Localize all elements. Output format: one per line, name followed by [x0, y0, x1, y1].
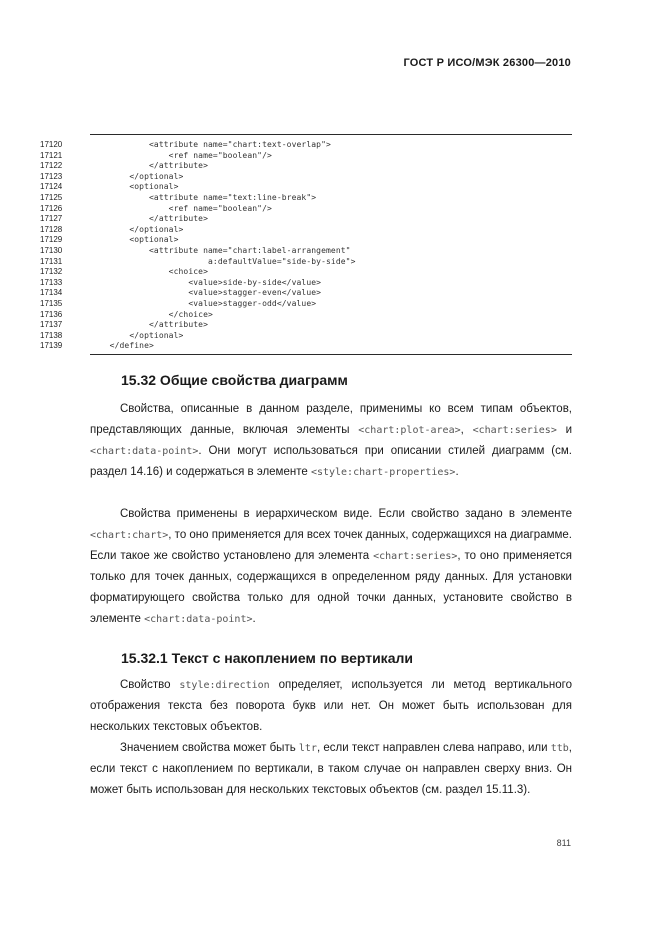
line-number: 17131: [40, 256, 63, 266]
code-text: <ref name="boolean"/>: [90, 203, 272, 213]
code-text: </attribute>: [90, 214, 208, 224]
text: , то оно применяется только для точек данных, содержащихся в определенном ряду данных. Для установки форматирующего свойства только для одной точки данных, установите свойство в элементе: [90, 550, 572, 625]
line-number: 17137: [40, 320, 63, 330]
text: и: [556, 424, 573, 436]
code-line: [40, 214, 572, 225]
code-top-rule: [90, 134, 572, 135]
line-number: 17136: [40, 309, 63, 319]
line-number: 17124: [40, 182, 63, 192]
line-number: 17126: [40, 203, 63, 213]
code-term: <chart:data-point>: [90, 446, 199, 457]
line-number: 17132: [40, 267, 63, 277]
text: , то оно применяется для всех точек данных, содержащихся на диаграмме. Если такое же свойство установлено для элемента: [90, 529, 572, 562]
code-line: [40, 320, 572, 331]
subsection-paragraph-1: [90, 675, 572, 738]
code-text: <attribute name="chart:label-arrangement": [90, 245, 351, 255]
code-text: </attribute>: [90, 161, 208, 171]
code-line: [40, 267, 572, 278]
code-text: </optional>: [90, 171, 184, 181]
code-text: <value>stagger-even</value>: [90, 288, 322, 298]
text: . Они могут использоваться при описании стилей диаграмм (см. раздел 14.16) и содержаться в элементе: [90, 445, 572, 478]
subsection-paragraph-2: [90, 738, 572, 801]
code-line: [40, 299, 572, 310]
code-term: <style:chart-properties>: [310, 467, 456, 478]
code-text: <attribute name="chart:text-overlap">: [90, 140, 331, 149]
code-line: [40, 225, 572, 236]
text: , если текст с накоплением по вертикали, в таком случае он направлен сверху вниз. Он может быть использован для нескольких текстовых объектов (см. раздел 15.11.3).: [90, 742, 572, 796]
code-line: [40, 310, 572, 321]
line-number: 17139: [40, 341, 63, 351]
code-line: [40, 151, 572, 162]
code-term: <chart:plot-area>: [358, 425, 461, 436]
code-line: [40, 341, 572, 352]
line-number: 17130: [40, 245, 63, 255]
code-bottom-rule: [90, 354, 572, 355]
text: Свойство: [120, 679, 180, 691]
document-header: ГОСТ Р ИСО/МЭК 26300—2010: [403, 57, 571, 69]
code-line: [40, 161, 572, 172]
line-number: 17120: [40, 140, 63, 149]
code-text: a:defaultValue="side-by-side">: [90, 256, 356, 266]
code-line: [40, 331, 572, 342]
code-line: [40, 278, 572, 289]
text: ,: [460, 424, 473, 436]
code-text: <optional>: [90, 235, 179, 245]
code-lines: [40, 140, 572, 352]
code-term: style:direction: [179, 680, 270, 691]
text: определяет, используется ли метод вертикального отображения текста без поворота букв или нет. Он может быть использован для нескольких текстовых объектов.: [90, 679, 572, 733]
section-paragraph-2: [90, 504, 572, 630]
line-number: 17133: [40, 277, 63, 287]
section-paragraph-1: [90, 399, 572, 483]
code-listing: [40, 134, 572, 355]
code-line: [40, 288, 572, 299]
text: .: [252, 613, 256, 625]
line-number: 17125: [40, 192, 63, 202]
code-line: [40, 257, 572, 268]
section-title: 15.32 Общие свойства диаграмм: [121, 372, 348, 388]
code-line: [40, 204, 572, 215]
line-number: 17128: [40, 224, 63, 234]
code-text: </optional>: [90, 330, 184, 340]
line-number: 17129: [40, 235, 63, 245]
code-line: [40, 140, 572, 151]
page-number: 811: [556, 838, 571, 848]
code-text: <optional>: [90, 182, 179, 192]
subsection-title: 15.32.1 Текст с накоплением по вертикали: [121, 650, 413, 666]
code-term: ttb: [550, 743, 569, 754]
code-text: <value>side-by-side</value>: [90, 277, 322, 287]
code-term: <chart:data-point>: [144, 614, 253, 625]
code-line: [40, 235, 572, 246]
code-text: </optional>: [90, 224, 184, 234]
code-line: [40, 182, 572, 193]
code-text: </choice>: [90, 309, 213, 319]
code-term: <chart:series>: [373, 551, 458, 562]
code-term: <chart:series>: [472, 425, 557, 436]
line-number: 17127: [40, 214, 63, 224]
code-text: <choice>: [90, 267, 208, 277]
code-text: <ref name="boolean"/>: [90, 150, 272, 160]
code-text: <value>stagger-odd</value>: [90, 298, 317, 308]
text: Свойства, описанные в данном разделе, применимы ко всем типам объектов, представляющих данные, включая элементы: [90, 403, 572, 436]
text: Свойства применены в иерархическом виде. Если свойство задано в элементе: [120, 508, 572, 520]
code-text: </attribute>: [90, 320, 208, 330]
code-term: <chart:chart>: [90, 530, 169, 541]
text: , если текст направлен слева направо, или: [316, 742, 551, 754]
text: .: [455, 466, 459, 478]
code-text: <attribute name="text:line-break">: [90, 192, 317, 202]
line-number: 17121: [40, 150, 63, 160]
text: Значением свойства может быть: [120, 742, 299, 754]
line-number: 17122: [40, 161, 63, 171]
line-number: 17138: [40, 330, 63, 340]
code-line: [40, 172, 572, 183]
code-line: [40, 193, 572, 204]
code-text: </define>: [90, 341, 154, 351]
line-number: 17134: [40, 288, 63, 298]
code-term: ltr: [298, 743, 317, 754]
line-number: 17123: [40, 171, 63, 181]
code-line: [40, 246, 572, 257]
line-number: 17135: [40, 298, 63, 308]
